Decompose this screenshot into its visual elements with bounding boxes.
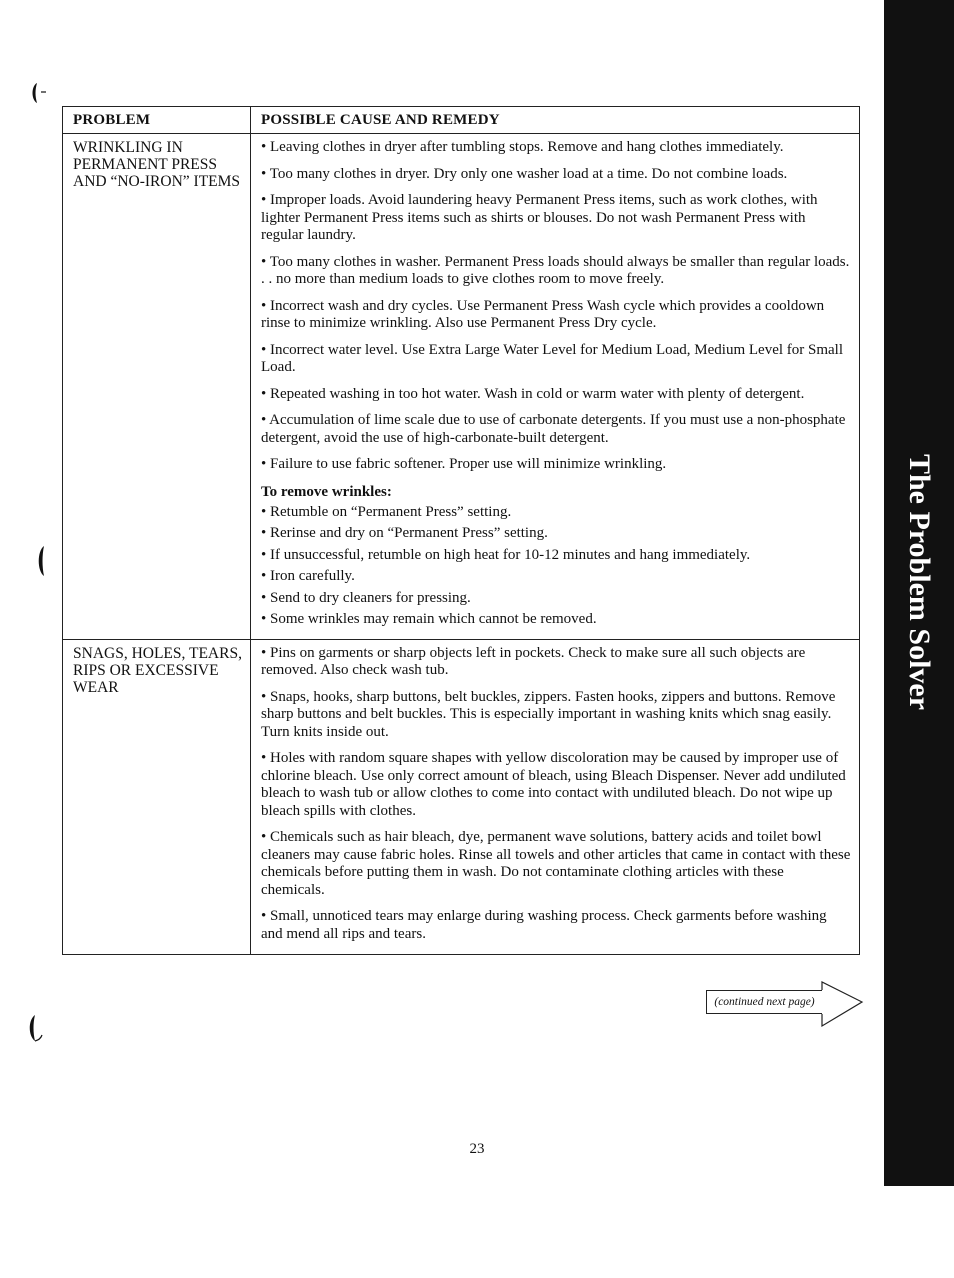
header-remedy: POSSIBLE CAUSE AND REMEDY: [261, 112, 500, 128]
remedy-item: • Leaving clothes in dryer after tumbling stops. Remove and hang clothes immediately.: [261, 139, 784, 155]
remedy-item: • Failure to use fabric softener. Proper use will minimize wrinkling.: [261, 456, 667, 472]
wrinkle-step: • Send to dry cleaners for pressing.: [261, 589, 471, 606]
wrinkle-step: • Iron carefully.: [261, 568, 355, 584]
continued-next-page-label: (continued next page): [706, 990, 822, 1014]
binding-hole-mark: [26, 1014, 44, 1044]
remedy-item: • Pins on garments or sharp objects left in pockets. Check to make sure all such objects are removed. Also check wash tub.: [261, 644, 806, 678]
binding-hole-mark: [28, 80, 50, 106]
wrinkle-step: • Rerinse and dry on “Permanent Press” setting.: [261, 525, 548, 541]
table-row: [63, 133, 859, 639]
arrow-right-icon: [812, 980, 864, 1030]
remedy-item: • Improper loads. Avoid laundering heavy Permanent Press items, such as work clothes, with lighter Permanent Press items such as shirts or blouses. Do not wash Permanent Press with regular laundry.: [261, 192, 818, 243]
problem-solver-table: [62, 106, 860, 955]
remove-wrinkles-heading: To remove wrinkles:: [261, 483, 392, 500]
remedy-item: • Chemicals such as hair bleach, dye, permanent wave solutions, battery acids and toilet bowl cleaners may cause fabric holes. Rinse all towels and other articles that came in contact with these chemicals before putting them in wash. Do not contaminate clothing articles with these chemicals.: [261, 829, 851, 898]
problem-label: SNAGS, HOLES, TEARS, RIPS OR EXCESSIVE WEAR: [73, 644, 242, 696]
remedy-item: • Accumulation of lime scale due to use of carbonate detergents. If you must use a non-phosphate detergent, avoid the use of high-carbonate-built detergent.: [261, 412, 846, 446]
remedy-item: • Too many clothes in dryer. Dry only one washer load at a time. Do not combine loads.: [261, 165, 788, 182]
page-number: 23: [469, 1141, 485, 1157]
remedy-item: • Incorrect wash and dry cycles. Use Permanent Press Wash cycle which provides a cooldown rinse to minimize wrinkling. Also use Permanent Press Dry cycle.: [261, 297, 825, 331]
binding-hole-mark: [36, 545, 48, 577]
remedy-cell: [251, 640, 859, 955]
remedy-cell: [251, 134, 859, 639]
header-problem: PROBLEM: [63, 107, 251, 133]
side-tab: [884, 0, 954, 1186]
problem-label: WRINKLING IN PERMANENT PRESS AND “NO-IRON” ITEMS: [73, 139, 241, 190]
remedy-item: • Holes with random square shapes with yellow discoloration may be caused by improper use of chlorine bleach. Use only correct amount of bleach, using Bleach Dispenser. Never add undiluted bleach to wash tub or allow clothes to come into contact with undiluted bleach. Do not wipe up bleach spills with clothes.: [261, 750, 846, 819]
remedy-item: • Too many clothes in washer. Permanent Press loads should always be smaller than regular loads. . . no more than medium loads to give clothes room to move freely.: [261, 253, 850, 287]
remedy-item: • Snaps, hooks, sharp buttons, belt buckles, zippers. Fasten hooks, zippers and buttons. Remove sharp buttons and belt buckles. This is especially important in washing knits which snag easily. Turn knits inside out.: [261, 688, 836, 740]
remedy-item: • Repeated washing in too hot water. Wash in cold or warm water with plenty of detergent.: [261, 385, 805, 402]
wrinkle-step: • Retumble on “Permanent Press” setting.: [261, 503, 512, 520]
table-header-row: [63, 107, 859, 133]
side-tab-title: The Problem Solver: [903, 453, 936, 711]
wrinkle-step: • If unsuccessful, retumble on high heat for 10-12 minutes and hang immediately.: [261, 546, 751, 563]
remedy-item: • Incorrect water level. Use Extra Large Water Level for Medium Load, Medium Level for Small Load.: [261, 341, 844, 375]
remedy-item: • Small, unnoticed tears may enlarge during washing process. Check garments before washing and mend all rips and tears.: [261, 908, 827, 942]
table-row: [63, 639, 859, 955]
wrinkle-step: • Some wrinkles may remain which cannot be removed.: [261, 611, 597, 627]
